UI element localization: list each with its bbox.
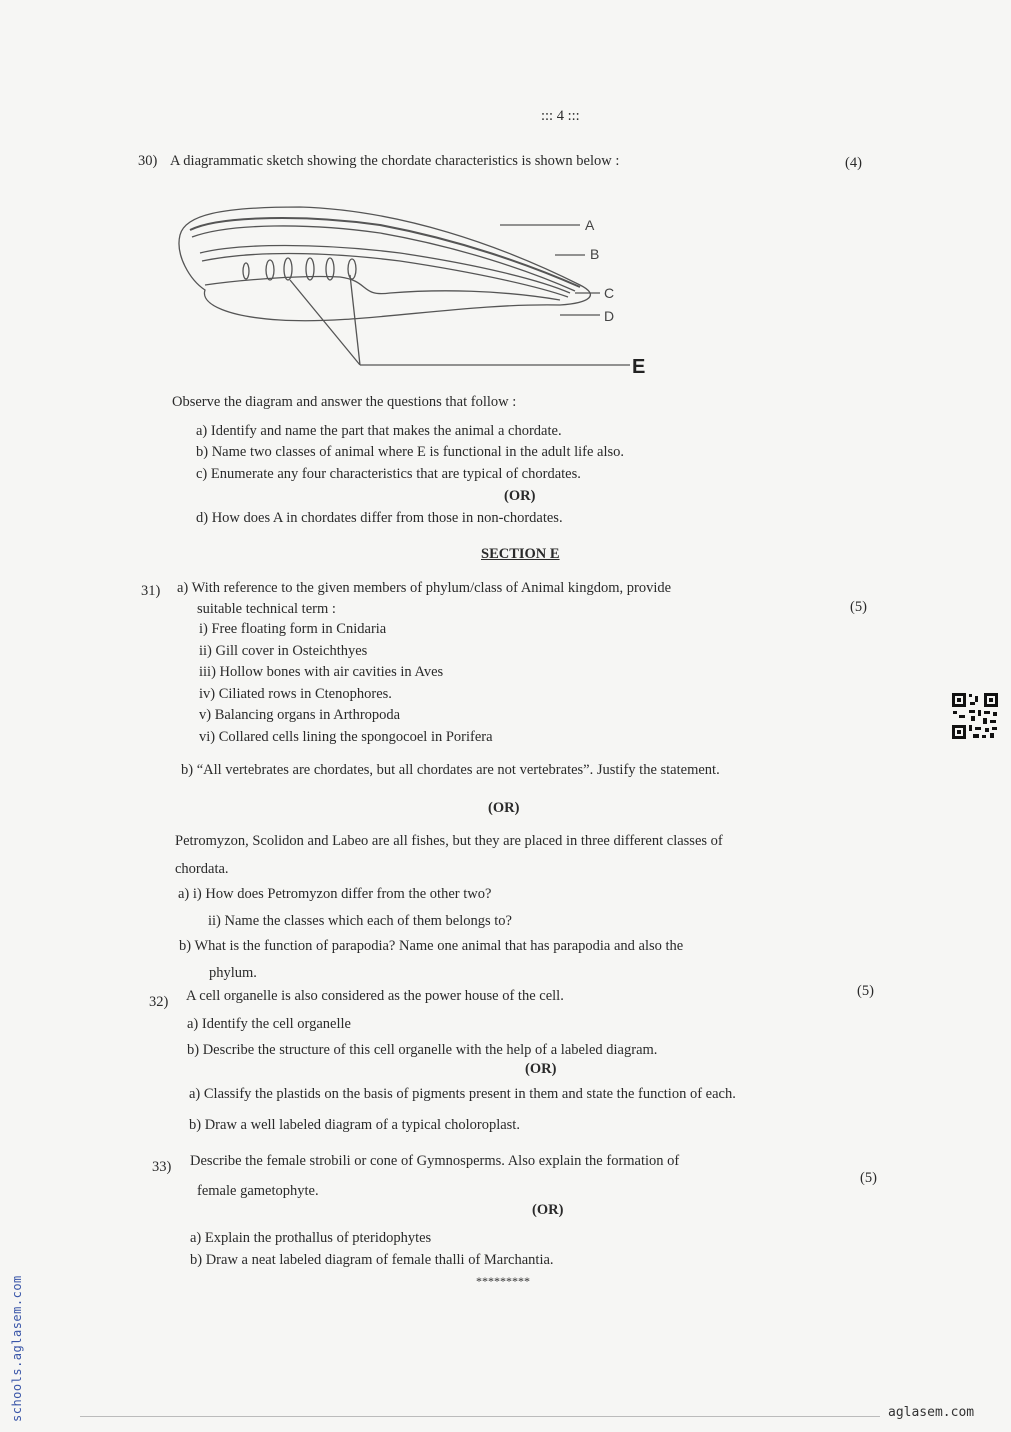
q33-line2: female gametophyte.	[197, 1183, 319, 1199]
q33-or: (OR)	[532, 1202, 564, 1218]
q31-part-b: b) “All vertebrates are chordates, but all chordates are not vertebrates”. Justify the statement.	[181, 762, 720, 778]
q33-number: 33)	[152, 1159, 172, 1175]
q30-part-a: a) Identify and name the part that makes the animal a chordate.	[196, 423, 562, 439]
q30-text: A diagrammatic sketch showing the chordate characteristics is shown below :	[170, 153, 620, 169]
q31-alt-b-line1: b) What is the function of parapodia? Name one animal that has parapodia and also the	[179, 938, 684, 954]
q30-or: (OR)	[504, 488, 536, 504]
q32-part-b: b) Describe the structure of this cell organelle with the help of a labeled diagram.	[187, 1042, 658, 1058]
q31-alt-b-line2: phylum.	[209, 965, 257, 981]
q31-item: iv) Ciliated rows in Ctenophores.	[199, 686, 392, 702]
q30-part-c: c) Enumerate any four characteristics that are typical of chordates.	[196, 466, 581, 482]
q31-number: 31)	[141, 583, 161, 599]
q32-number: 32)	[149, 994, 169, 1010]
q32-or: (OR)	[525, 1061, 557, 1077]
label-c: C	[604, 285, 615, 301]
side-watermark: schools.aglasem.com	[10, 1275, 24, 1422]
q31-alt-a-i: a) i) How does Petromyzon differ from the other two?	[178, 886, 492, 902]
q33-part-a: a) Explain the prothallus of pteridophytes	[190, 1230, 432, 1246]
q31-item: i) Free floating form in Cnidaria	[199, 621, 387, 637]
qr-code-icon	[951, 692, 999, 740]
q32-alt-b: b) Draw a well labeled diagram of a typical choloroplast.	[189, 1117, 520, 1133]
q30-number: 30)	[138, 153, 158, 169]
q31-marks: (5)	[850, 599, 867, 615]
chordate-diagram	[160, 185, 660, 390]
q31-alt-line2: chordata.	[175, 861, 229, 877]
q31-item: ii) Gill cover in Osteichthyes	[199, 643, 368, 659]
footer-divider	[80, 1416, 880, 1417]
q32-text: A cell organelle is also considered as the power house of the cell.	[186, 988, 564, 1004]
q30-part-b: b) Name two classes of animal where E is functional in the adult life also.	[196, 444, 625, 460]
footer-url[interactable]: aglasem.com	[888, 1405, 975, 1420]
q31-a-line2: suitable technical term :	[197, 601, 336, 617]
q30-instruction: Observe the diagram and answer the questions that follow :	[172, 394, 517, 410]
q30-part-d: d) How does A in chordates differ from those in non-chordates.	[196, 510, 563, 526]
q32-alt-a: a) Classify the plastids on the basis of pigments present in them and state the function of each.	[189, 1086, 736, 1102]
q33-line1: Describe the female strobili or cone of Gymnosperms. Also explain the formation of	[190, 1153, 680, 1169]
q31-or: (OR)	[488, 800, 520, 816]
page-number: ::: 4 :::	[541, 108, 580, 124]
q31-alt-a-ii: ii) Name the classes which each of them belongs to?	[208, 913, 512, 929]
q31-item: v) Balancing organs in Arthropoda	[199, 707, 401, 723]
q32-part-a: a) Identify the cell organelle	[187, 1016, 351, 1032]
q31-item: vi) Collared cells lining the spongocoel in Porifera	[199, 729, 493, 745]
q31-alt-line1: Petromyzon, Scolidon and Labeo are all fishes, but they are placed in three different classes of	[175, 833, 723, 849]
end-mark: *********	[476, 1274, 530, 1288]
q31-item: iii) Hollow bones with air cavities in Aves	[199, 664, 444, 680]
q33-marks: (5)	[860, 1170, 877, 1186]
section-title: SECTION E	[481, 546, 560, 562]
q33-part-b: b) Draw a neat labeled diagram of female thalli of Marchantia.	[190, 1252, 554, 1268]
q30-marks: (4)	[845, 155, 862, 171]
q31-a-line1: a) With reference to the given members of phylum/class of Animal kingdom, provide	[177, 580, 672, 596]
label-b: B	[590, 246, 600, 262]
label-d: D	[604, 308, 615, 324]
label-e: E	[632, 356, 646, 378]
q32-marks: (5)	[857, 983, 874, 999]
label-a: A	[585, 217, 595, 233]
